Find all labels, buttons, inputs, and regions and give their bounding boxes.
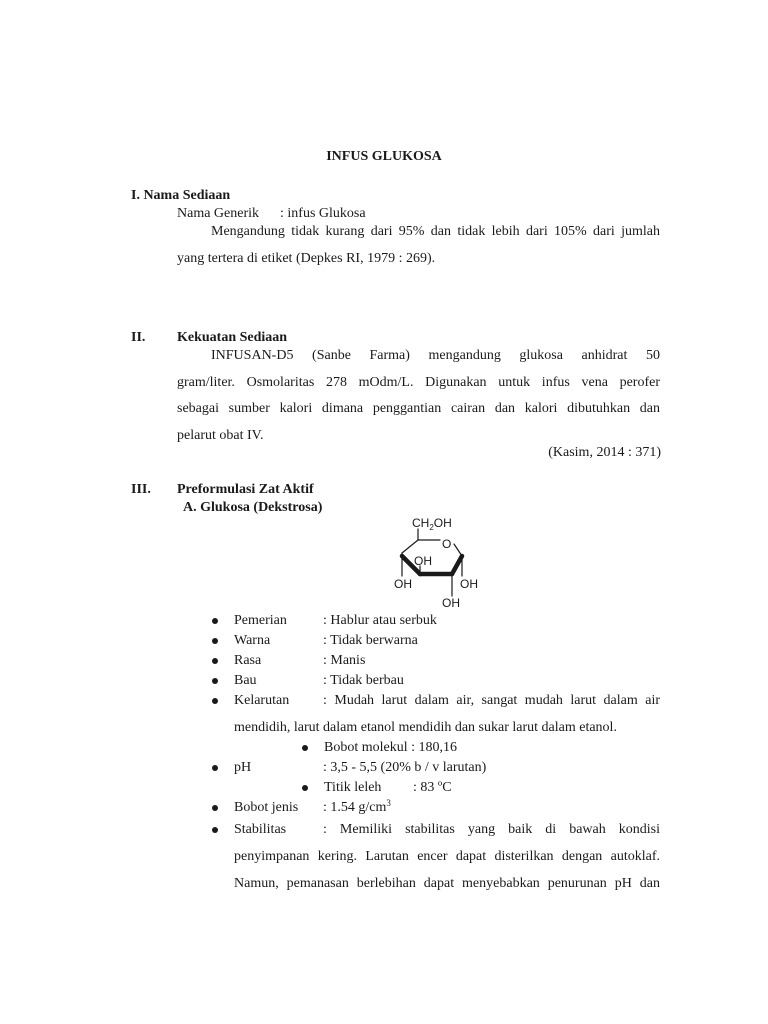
bullet-rasa (212, 658, 218, 664)
hydroxyl-left-label: OH (394, 577, 412, 591)
ch2oh-label: $CH_2OH$ (412, 516, 452, 532)
section-1-paragraph-line-1: Mengandung tidak kurang dari 95% dan tidak lebih dari 105% dari jumlah (211, 224, 660, 239)
prop-label-titik-leleh: Titik leleh (324, 780, 382, 795)
hydroxyl-right-label: OH (460, 577, 478, 591)
page-title: INFUS GLUKOSA (326, 149, 442, 164)
prop-value-ph: : 3,5 - 5,5 (20% b / v larutan) (323, 760, 487, 775)
prop-label-ph: pH (234, 760, 252, 775)
prop-value-titik-leleh: : 83 ºC (413, 780, 452, 795)
prop-value-bau: : Tidak berbau (323, 673, 404, 688)
section-3-number: III. (131, 482, 151, 497)
prop-value-stabilitas-line-2: penyimpanan kering. Larutan encer dapat disterilkan dengan autoklaf. (234, 849, 660, 864)
prop-label-bau: Bau (234, 673, 257, 688)
bullet-pemerian (212, 618, 218, 624)
bullet-warna (212, 638, 218, 644)
bobot-jenis-text: : 1.54 g/cm (323, 800, 387, 815)
prop-value-rasa: : Manis (323, 653, 366, 668)
bullet-bau (212, 678, 218, 684)
prop-value-pemerian: : Hablur atau serbuk (323, 613, 437, 628)
bullet-titik-leleh (302, 785, 308, 791)
prop-label-stabilitas: Stabilitas (234, 822, 287, 837)
prop-value-kelarutan-line-2: mendidih, larut dalam etanol mendidih dan sukar larut dalam etanol. (234, 720, 617, 735)
generic-name-value: : infus Glukosa (280, 206, 366, 221)
prop-value-bobot-jenis (323, 800, 391, 816)
section-2-line-1: INFUSAN-D5 (Sanbe Farma) mengandung glukosa anhidrat 50 (211, 348, 660, 363)
ring-oxygen-label: O (442, 537, 452, 551)
prop-value-kelarutan-line-1: : Mudah larut dalam air, sangat mudah larut dalam air (323, 693, 660, 708)
section-2-heading: Kekuatan Sediaan (177, 330, 288, 345)
bullet-kelarutan (212, 698, 218, 704)
bullet-stabilitas (212, 827, 218, 833)
hydroxyl-bottom-label: OH (442, 596, 460, 610)
glucose-structure-diagram (380, 508, 490, 614)
section-2-number: II. (131, 330, 146, 345)
bullet-ph (212, 765, 218, 771)
hydroxyl-inner-label: OH (414, 554, 432, 568)
prop-bobot-molekul: Bobot molekul : 180,16 (324, 740, 457, 755)
prop-label-bobot-jenis: Bobot jenis (234, 800, 299, 815)
section-2-line-3: sebagai sumber kalori dimana penggantian cairan dan kalori dibutuhkan dan (177, 401, 660, 416)
section-2-line-2: gram/liter. Osmolaritas 278 mOdm/L. Digunakan untuk infus vena perofer (177, 375, 660, 390)
prop-value-stabilitas-line-3: Namun, pemanasan berlebihan dapat menyebabkan penurunan pH dan (234, 876, 660, 891)
section-1-paragraph-line-2: yang tertera di etiket (Depkes RI, 1979 : 269). (177, 251, 436, 266)
prop-value-stabilitas-line-1: : Memiliki stabilitas yang baik di bawah kondisi (323, 822, 660, 837)
prop-value-warna: : Tidak berwarna (323, 633, 418, 648)
prop-label-rasa: Rasa (234, 653, 262, 668)
section-2-citation: (Kasim, 2014 : 371) (548, 445, 661, 460)
bobot-jenis-superscript: 3 (386, 798, 391, 808)
bullet-bobot-jenis (212, 805, 218, 811)
prop-label-pemerian: Pemerian (234, 613, 287, 628)
section-3-heading: Preformulasi Zat Aktif (177, 482, 314, 497)
section-1-heading: I. Nama Sediaan (131, 188, 231, 203)
section-3-subheading: A. Glukosa (Dekstrosa) (183, 500, 323, 515)
prop-label-kelarutan: Kelarutan (234, 693, 290, 708)
section-2-line-4: pelarut obat IV. (177, 428, 264, 443)
generic-name-label: Nama Generik (177, 206, 260, 221)
bullet-bobot-molekul (302, 745, 308, 751)
prop-label-warna: Warna (234, 633, 271, 648)
